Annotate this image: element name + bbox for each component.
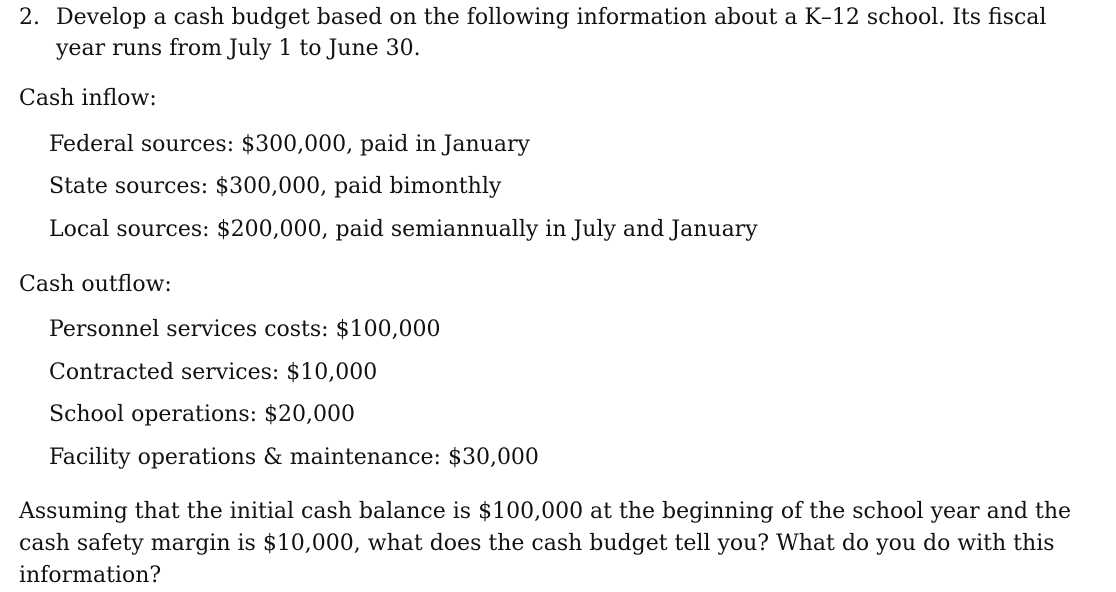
outflow-item-school-operations: School operations: $20,000 — [49, 402, 356, 427]
inflow-item-federal: Federal sources: $300,000, paid in January — [49, 132, 530, 157]
problem-statement — [19, 2, 1099, 64]
cash-inflow-heading: Cash inflow: — [19, 86, 157, 111]
problem-number: 2. — [19, 5, 40, 30]
cash-outflow-heading: Cash outflow: — [19, 272, 172, 297]
outflow-item-contracted: Contracted services: $10,000 — [49, 360, 378, 385]
inflow-item-state: State sources: $300,000, paid bimonthly — [49, 174, 502, 199]
closing-question: Assuming that the initial cash balance is $100,000 at the beginning of the school year and the cash safety margin is $10,000, what does the cash budget tell you? What do you do with this information? — [19, 499, 1072, 588]
inflow-item-local: Local sources: $200,000, paid semiannually in July and January — [49, 217, 758, 242]
problem-text: Develop a cash budget based on the following information about a K–12 school. Its fiscal year runs from July 1 to June 30. — [56, 5, 1047, 61]
outflow-item-personnel: Personnel services costs: $100,000 — [49, 317, 441, 342]
outflow-item-facility-operations: Facility operations & maintenance: $30,000 — [49, 445, 539, 470]
